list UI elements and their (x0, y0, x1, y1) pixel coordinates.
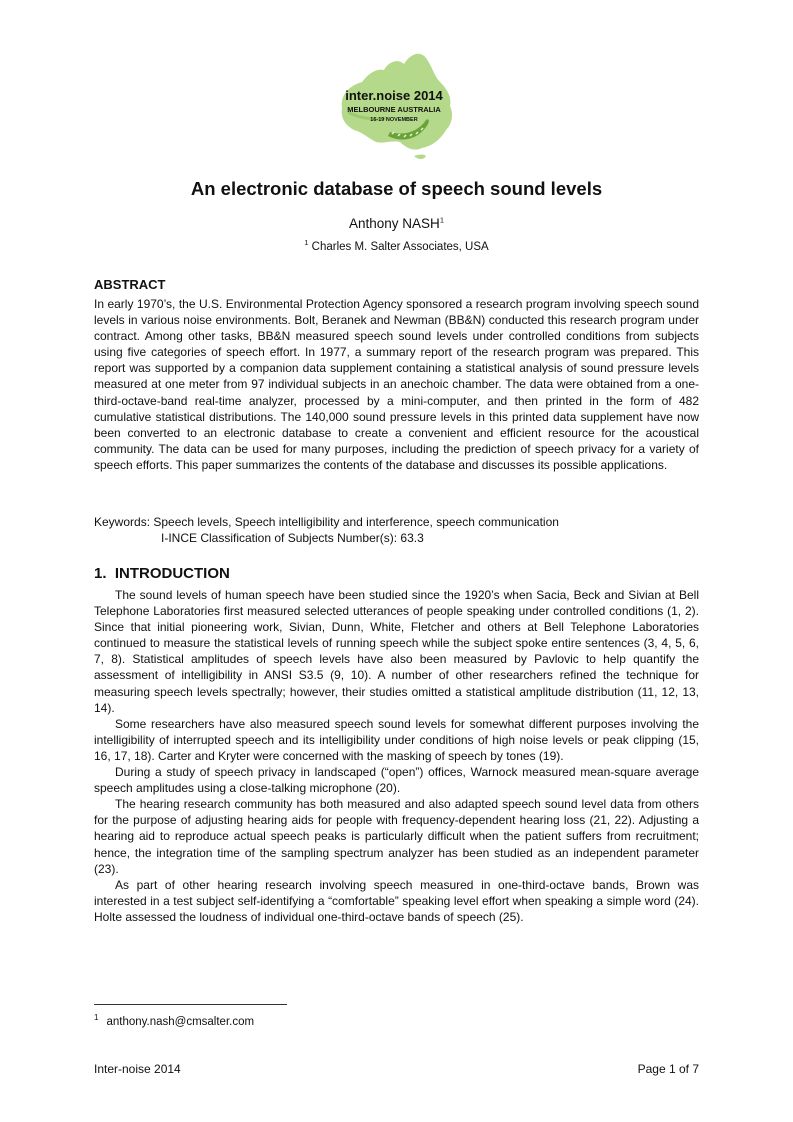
australia-map-icon (328, 48, 460, 166)
author-name: Anthony NASH (349, 216, 440, 231)
author-line (0, 216, 793, 231)
paragraph: The hearing research community has both measured and also adapted speech sound level data from others for the purpose of adjusting hearing aids for people with frequency-dependent hearing loss (21, 22). Adjusting a hearing aid to reproduce actual speech peaks is particularly difficult when the patient suffers from recruitment; hence, the integration time of the sampling spectrum analyzer has been studied as an independent parameter (23). (94, 797, 699, 876)
abstract-text: In early 1970’s, the U.S. Environmental Protection Agency sponsored a research program involving speech sound levels in various noise environments. Bolt, Beranek and Newman (BB&N) conducted this research program under contract. Among other tasks, BB&N measured speech sound levels under controlled conditions from subjects using five categories of speech effort. In 1977, a summary report of the research program was prepared. This report was supported by a companion data supplement containing a statistical analysis of sound pressure levels measured at one meter from 97 individual subjects in an anechoic chamber. The data were obtained from a one-third-octave-band real-time analyzer, processed by a mini-computer, and then printed in the form of 482 cumulative statistical distributions. The 140,000 sound pressure levels in this printed data supplement have now been converted to an electronic database to create a convenient and efficient resource for the acoustical community. The data can be used for many purposes, including the prediction of speech privacy for a variety of speech efforts. This paper summarizes the contents of the database and discusses its possible applications. (94, 297, 699, 472)
keywords-block (94, 514, 699, 546)
logo-city: MELBOURNE AUSTRALIA (347, 105, 441, 114)
paragraph: As part of other hearing research involving speech measured in one-third-octave bands, Brown was interested in a test subject self-identifying a “comfortable” speaking level effort when speaking a simple word (24). Holte assessed the loudness of individual one-third-octave bands of speech (25). (94, 877, 699, 924)
affiliation-line (0, 238, 793, 253)
classification-line: I-INCE Classification of Subjects Number(s): 63.3 (161, 531, 424, 545)
section-heading-introduction: 1. INTRODUCTION (94, 565, 230, 582)
paragraph: Some researchers have also measured speech sound levels for somewhat different purposes involving the intelligibility of interrupted speech and its intelligibility under conditions of high noise levels or peak clipping (15, 16, 17, 18). Carter and Kryter were concerned with the masking of speech by tones (19). (94, 716, 699, 763)
footnote-divider (94, 1004, 287, 1005)
paragraph: The sound levels of human speech have been studied since the 1920’s when Sacia, Beck and Sivian at Bell Telephone Laboratories first measured selected utterances of people speaking under controlled conditions (1, 2). Since that initial pioneering work, Sivian, Dunn, White, Fletcher and others at Bell Telephone Laboratories continued to measure the statistical levels of running speech while the subject spoke entire sentences (3, 4, 5, 6, 7, 8). Statistical amplitudes of speech levels have also been measured by Pavlovic to help quantify the assessment of intelligibility in ANSI S3.5 (9, 10). A number of other researchers refined the technique for measuring speech levels spectrally; however, their studies omitted a statistical amplitude distribution (11, 12, 13, 14). (94, 588, 699, 715)
footnote-email: anthony.nash@cmsalter.com (106, 1015, 255, 1028)
logo-name: inter.noise 2014 (345, 88, 443, 103)
logo-dates: 16-19 NOVEMBER (370, 117, 418, 123)
author-footnote-mark: 1 (439, 215, 444, 225)
conference-logo (328, 48, 460, 166)
footnote-mark: 1 (94, 1013, 99, 1022)
footer-page-number: Page 1 of 7 (637, 1062, 699, 1076)
footer-conference: Inter-noise 2014 (94, 1062, 181, 1076)
affiliation-mark: 1 (304, 238, 309, 248)
footnote (94, 1013, 254, 1028)
abstract-heading: ABSTRACT (94, 277, 166, 292)
introduction-body (94, 587, 699, 925)
affiliation: Charles M. Salter Associates, USA (311, 241, 489, 253)
keywords-line: Keywords: Speech levels, Speech intelligibility and interference, speech communication (94, 515, 559, 529)
paragraph: During a study of speech privacy in landscaped (“open”) offices, Warnock measured mean-square average speech amplitudes using a close-talking microphone (20). (94, 765, 699, 796)
paper-title: An electronic database of speech sound levels (190, 178, 603, 199)
